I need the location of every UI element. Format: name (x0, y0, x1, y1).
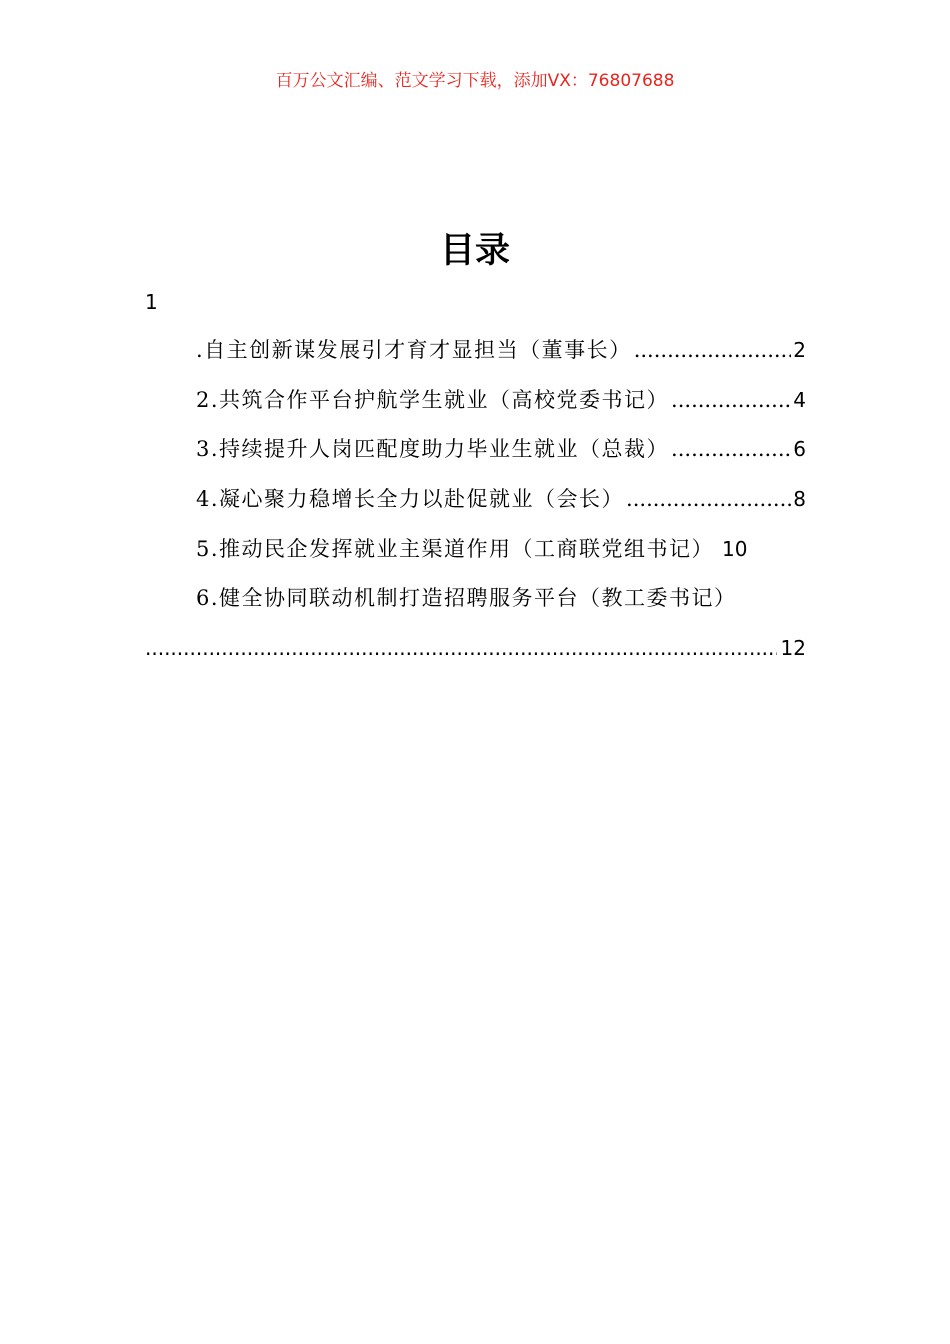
toc-entry-label: 5.推动民企发挥就业主渠道作用（工商联党组书记） (196, 537, 715, 561)
toc-entry-page: 6 (793, 437, 806, 461)
toc-dot-leader (671, 434, 791, 464)
toc-entry-continuation[interactable] (145, 633, 806, 663)
toc-entry[interactable] (196, 385, 806, 415)
toc-dot-leader (626, 484, 791, 514)
toc-entry-page: 2 (793, 338, 806, 362)
toc-entry[interactable] (196, 484, 806, 514)
toc-entry-page: 8 (793, 487, 806, 511)
toc-dot-leader (671, 385, 791, 415)
toc-entry-label: 6.健全协同联动机制打造招聘服务平台（教工委书记） (196, 586, 737, 610)
toc-entry[interactable] (196, 335, 806, 365)
header-watermark-note: 百万公文汇编、范文学习下载，添加VX：76807688 (275, 71, 675, 91)
toc-entry-page: 10 (722, 537, 748, 561)
toc-entry-label: 3.持续提升人岗匹配度助力毕业生就业（总裁） (196, 437, 670, 461)
toc-entry-label: 2.共筑合作平台护航学生就业（高校党委书记） (196, 388, 670, 412)
toc-entry[interactable] (196, 583, 806, 613)
toc-dot-leader (634, 335, 792, 365)
toc-stray-number: 1 (145, 290, 158, 314)
toc-dot-leader (145, 633, 777, 663)
toc-title: 目录 (439, 231, 510, 271)
toc-entry[interactable] (196, 534, 806, 564)
toc-entry-label: .自主创新谋发展引才育才显担当（董事长） (196, 338, 632, 362)
toc-entry[interactable] (196, 434, 806, 464)
toc-entry-page: 12 (780, 636, 806, 660)
toc-entry-label: 4.凝心聚力稳增长全力以赴促就业（会长） (196, 487, 625, 511)
toc-entry-page: 4 (793, 388, 806, 412)
